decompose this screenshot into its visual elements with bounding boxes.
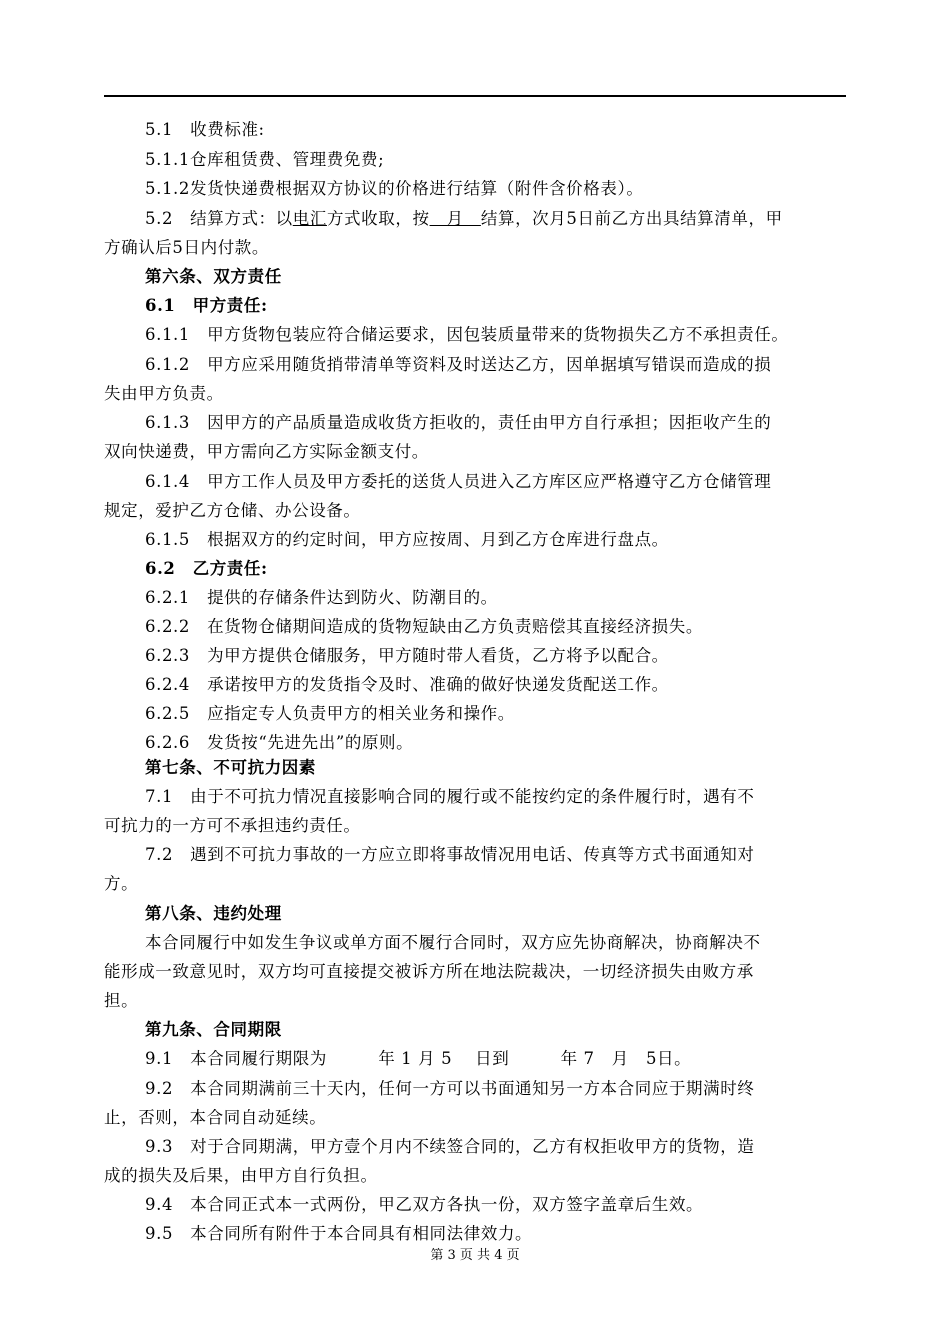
- clause-7-1-cont: 可抗力的一方可不承担违约责任。: [104, 816, 361, 835]
- clause-9-4: 9.4 本合同正式本一式两份，甲乙双方各执一份，双方签字盖章后生效。: [145, 1195, 704, 1214]
- clause-6-2-4: 6.2.4 承诺按甲方的发货指令及时、准确的做好快递发货配送工作。: [145, 675, 669, 694]
- clause-7-1: 7.1 由于不可抗力情况直接影响合同的履行或不能按约定的条件履行时，遇有不: [145, 787, 755, 806]
- article-8-heading: 第八条、违约处理: [145, 904, 282, 923]
- clause-6-1-4-cont: 规定，爱护乙方仓储、办公设备。: [104, 501, 361, 520]
- page-footer: 第 3 页 共 4 页: [430, 1248, 520, 1263]
- clause-9-3-cont: 成的损失及后果，由甲方自行负担。: [104, 1166, 378, 1185]
- clause-9-1: 9.1 本合同履行期限为 年 1 月 5 日到 年 7 月 5日。: [145, 1049, 692, 1068]
- article-8-text-cont: 能形成一致意见时，双方均可直接提交被诉方所在地法院裁决，一切经济损失由败方承: [104, 962, 754, 981]
- clause-6-1-4: 6.1.4 甲方工作人员及甲方委托的送货人员进入乙方库区应严格遵守乙方仓储管理: [145, 472, 772, 491]
- clause-5-2-text: 结算，次月5日前乙方出具结算清单，甲: [480, 209, 783, 228]
- clause-6-1-2: 6.1.2 甲方应采用随货捎带清单等资料及时送达乙方，因单据填写错误而造成的损: [145, 355, 772, 374]
- clause-5-2-cont: 方确认后5日内付款。: [104, 238, 269, 257]
- clause-9-2: 9.2 本合同期满前三十天内，任何一方可以书面通知另一方本合同应于期满时终: [145, 1079, 755, 1098]
- clause-6-2-1: 6.2.1 提供的存储条件达到防火、防潮目的。: [145, 588, 498, 607]
- article-8-text: 本合同履行中如发生争议或单方面不履行合同时，双方应先协商解决，协商解决不: [145, 933, 761, 952]
- clause-6-1-3: 6.1.3 因甲方的产品质量造成收货方拒收的，责任由甲方自行承担；因拒收产生的: [145, 413, 772, 432]
- article-9-heading: 第九条、合同期限: [145, 1020, 282, 1039]
- clause-9-5: 9.5 本合同所有附件于本合同具有相同法律效力。: [145, 1224, 533, 1243]
- section-6-1-heading: 6.1 甲方责任:: [145, 296, 268, 315]
- clause-6-2-2: 6.2.2 在货物仓储期间造成的货物短缺由乙方负责赔偿其直接经济损失。: [145, 617, 703, 636]
- clause-5-2-text: 方式收取，按: [326, 209, 430, 228]
- clause-7-2: 7.2 遇到不可抗力事故的一方应立即将事故情况用电话、传真等方式书面通知对: [145, 845, 755, 864]
- clause-5-1-1: 5.1.1仓库租赁费、管理费免费;: [145, 150, 385, 169]
- clause-6-1-3-cont: 双向快递费，甲方需向乙方实际金额支付。: [104, 442, 429, 461]
- clause-6-1-5: 6.1.5 根据双方的约定时间，甲方应按周、月到乙方仓库进行盘点。: [145, 530, 669, 549]
- clause-5-2-text: 5.2 结算方式：以: [145, 209, 293, 228]
- clause-7-2-cont: 方。: [104, 874, 139, 893]
- article-6-heading: 第六条、双方责任: [145, 267, 282, 286]
- clause-5-1-2: 5.1.2发货快递费根据双方协议的价格进行结算（附件含价格表）。: [145, 179, 644, 198]
- article-8-text-cont: 担。: [104, 991, 139, 1010]
- clause-6-2-5: 6.2.5 应指定专人负责甲方的相关业务和操作。: [145, 704, 515, 723]
- clause-6-1-1: 6.1.1 甲方货物包装应符合储运要求，因包装质量带来的货物损失乙方不承担责任。: [145, 325, 789, 344]
- clause-6-1-2-cont: 失由甲方负责。: [104, 384, 224, 403]
- payment-method: 电汇: [292, 209, 327, 228]
- clause-9-2-cont: 止，否则，本合同自动延续。: [104, 1108, 327, 1127]
- settlement-period: 月: [429, 209, 481, 228]
- clause-5-1: 5.1 收费标准:: [145, 120, 265, 139]
- clause-6-2-3: 6.2.3 为甲方提供仓储服务，甲方随时带人看货，乙方将予以配合。: [145, 646, 669, 665]
- clause-9-3: 9.3 对于合同期满，甲方壹个月内不续签合同的，乙方有权拒收甲方的货物，造: [145, 1137, 755, 1156]
- clause-6-2-6: 6.2.6 发货按“先进先出”的原则。: [145, 733, 414, 752]
- clause-5-2: [104, 208, 887, 230]
- section-6-2-heading: 6.2 乙方责任:: [145, 559, 268, 578]
- article-7-heading: 第七条、不可抗力因素: [145, 758, 316, 777]
- header-rule: [104, 95, 846, 97]
